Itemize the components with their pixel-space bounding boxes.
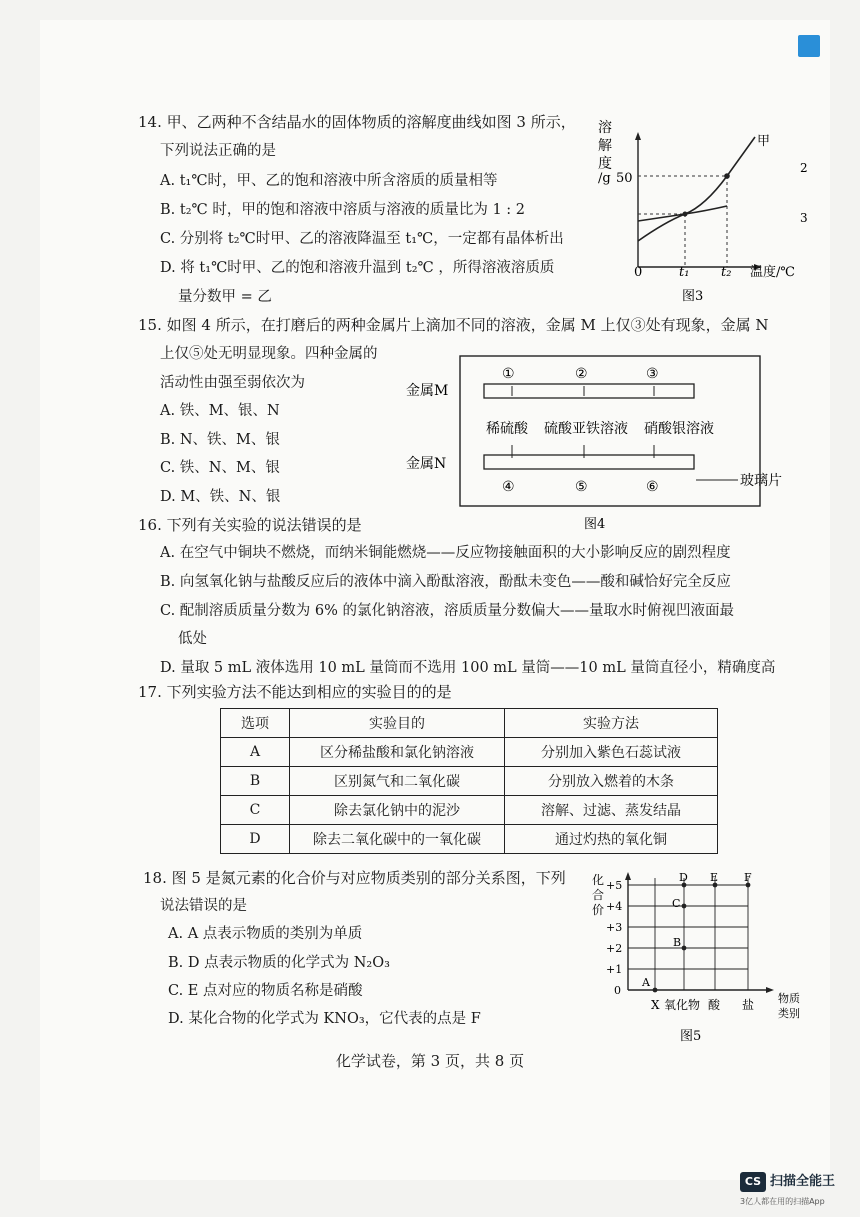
point-b xyxy=(682,946,687,951)
curve-jia xyxy=(638,137,755,241)
figure-3-solubility-chart xyxy=(590,110,815,305)
fig3-edge-2: 2 xyxy=(800,161,808,175)
camscanner-name: 扫描全能王 xyxy=(770,1174,836,1189)
table-row xyxy=(221,796,718,825)
fig5-xlabel-2: 类别 xyxy=(778,1007,800,1020)
camscanner-logo-icon: CS xyxy=(740,1172,766,1192)
table-header: 实验方法 xyxy=(505,709,718,738)
table-row xyxy=(221,825,718,854)
q18-option-b: B. D 点表示物质的化学式为 N₂O₃ xyxy=(168,955,390,971)
q15-stem-cont2: 活动性由强至弱依次为 xyxy=(160,375,305,391)
fig4-glass: 玻璃片 xyxy=(740,473,782,489)
figure-5-nitrogen-chart xyxy=(588,868,813,1050)
q14-option-c: C. 分别将 t₂℃时甲、乙的溶液降温至 t₁℃，一定都有晶体析出 xyxy=(160,231,564,247)
fig5-ytick: +4 xyxy=(606,900,623,913)
fig5-ytick: +3 xyxy=(606,921,623,934)
table-cell: B xyxy=(221,767,290,796)
q14-option-d: D. 将 t₁℃时甲、乙的饱和溶液升温到 t₂℃ ，所得溶液溶质质 xyxy=(160,260,555,276)
fig5-xlabel-1: 物质 xyxy=(778,992,800,1005)
fig4-metal-m: 金属M xyxy=(406,383,449,399)
page-footer: 化学试卷，第 3 页，共 8 页 xyxy=(335,1052,525,1070)
q18-option-a: A. A 点表示物质的类别为单质 xyxy=(168,926,363,942)
fig4-n5: ⑤ xyxy=(575,479,588,495)
q15-option-d: D. M、铁、N、银 xyxy=(160,489,281,505)
fig4-metal-n: 金属N xyxy=(406,456,447,472)
q15-stem-cont: 上仅⑤处无明显现象。四种金属的 xyxy=(160,346,378,362)
table-header: 实验目的 xyxy=(290,709,505,738)
table-cell: C xyxy=(221,796,290,825)
page-corner-tab xyxy=(798,35,820,57)
q14-option-b: B. t₂℃ 时，甲的饱和溶液中溶质与溶液的质量比为 1 : 2 xyxy=(160,202,526,218)
table-cell: D xyxy=(221,825,290,854)
q14-option-d-cont: 量分数甲 = 乙 xyxy=(178,289,272,305)
table-header: 选项 xyxy=(221,709,290,738)
fig5-ytick: +1 xyxy=(606,963,623,976)
point-c xyxy=(682,904,687,909)
table-cell: 分别加入紫色石蕊试液 xyxy=(505,738,718,767)
q16-option-c-cont: 低处 xyxy=(178,631,207,647)
fig3-edge-3: 3 xyxy=(800,211,808,225)
table-cell: 除去氯化钠中的泥沙 xyxy=(290,796,505,825)
fig4-n6: ⑥ xyxy=(646,479,659,495)
q15-stem: 15. 如图 4 所示，在打磨后的两种金属片上滴加不同的溶液，金属 M 上仅③处有现象，金属 N xyxy=(138,316,769,334)
fig4-sol-2: 硫酸亚铁溶液 xyxy=(544,421,628,437)
fig4-sol-3: 硝酸银溶液 xyxy=(644,421,714,437)
q14-option-a: A. t₁℃时，甲、乙的饱和溶液中所含溶质的质量相等 xyxy=(160,173,498,189)
q17-stem: 17. 下列实验方法不能达到相应的实验目的的是 xyxy=(138,683,452,701)
fig5-ylabel-2: 合 xyxy=(592,888,605,902)
fig3-origin: 0 xyxy=(634,265,643,280)
fig5-ytick: +2 xyxy=(606,942,623,955)
fig5-point-label: E xyxy=(710,871,719,884)
table-row xyxy=(221,738,718,767)
table-cell: A xyxy=(221,738,290,767)
q16-stem: 16. 下列有关实验的说法错误的是 xyxy=(138,516,362,534)
q16-option-a: A. 在空气中铜块不燃烧，而纳米铜能燃烧——反应物接触面积的大小影响反应的剧烈程度 xyxy=(160,545,731,561)
fig5-ylabel-3: 价 xyxy=(592,903,605,917)
fig5-ytick: 0 xyxy=(614,984,621,997)
fig3-t1: t₁ xyxy=(679,265,690,280)
point-a xyxy=(653,988,658,993)
fig3-ytick-50: 50 xyxy=(616,171,633,186)
table-cell: 区别氮气和二氧化碳 xyxy=(290,767,505,796)
fig4-n4: ④ xyxy=(502,479,515,495)
table-header-row xyxy=(221,709,718,738)
fig3-curve-label: 甲 xyxy=(757,134,771,149)
fig3-ylabel-unit: /g xyxy=(598,171,611,186)
fig3-ylabel-2: 解 xyxy=(598,138,612,154)
fig5-point-label: C xyxy=(672,897,681,910)
table-cell: 区分稀盐酸和氯化钠溶液 xyxy=(290,738,505,767)
q16-option-c: C. 配制溶质质量分数为 6% 的氯化钠溶液，溶质质量分数偏大——量取水时俯视凹液面最 xyxy=(160,603,735,619)
metal-m-plate xyxy=(484,384,694,398)
q14-stem: 14. 甲、乙两种不含结晶水的固体物质的溶解度曲线如图 3 所示， xyxy=(138,113,576,131)
fig4-caption: 图4 xyxy=(584,517,606,532)
fig3-xlabel: 温度/℃ xyxy=(750,265,795,280)
q16-option-d: D. 量取 5 mL 液体选用 10 mL 量筒而不选用 100 mL 量筒——10 mL 量筒直径小，精确度高 xyxy=(160,660,776,676)
table-cell: 溶解、过滤、蒸发结晶 xyxy=(505,796,718,825)
fig5-point-label: B xyxy=(673,936,682,949)
q18-stem: 18. 图 5 是氮元素的化合价与对应物质类别的部分关系图，下列 xyxy=(143,869,566,887)
fig5-ytick: +5 xyxy=(606,879,623,892)
fig5-point-label: D xyxy=(679,871,688,884)
fig5-point-label: F xyxy=(744,871,752,884)
camscanner-tagline: 3亿人都在用的扫描App xyxy=(740,1197,825,1206)
fig5-point-label: A xyxy=(642,976,650,989)
q17-table xyxy=(220,708,718,854)
q15-option-c: C. 铁、N、M、银 xyxy=(160,460,280,476)
q14-stem-cont: 下列说法正确的是 xyxy=(160,143,276,159)
table-row xyxy=(221,767,718,796)
fig3-t2: t₂ xyxy=(721,265,732,280)
q15-option-b: B. N、铁、M、银 xyxy=(160,432,280,448)
fig3-ylabel-3: 度 xyxy=(598,156,612,172)
fig5-caption: 图5 xyxy=(680,1029,702,1044)
q18-option-c: C. E 点对应的物质名称是硝酸 xyxy=(168,983,363,999)
fig5-xtick: 氧化物 xyxy=(664,998,701,1012)
table-cell: 除去二氧化碳中的一氧化碳 xyxy=(290,825,505,854)
q16-option-b: B. 向氢氧化钠与盐酸反应后的液体中滴入酚酞溶液，酚酞未变色——酸和碱恰好完全反应 xyxy=(160,574,731,590)
fig5-xtick: 酸 xyxy=(708,998,721,1012)
fig4-n2: ② xyxy=(575,366,588,382)
figure-4-metal-plates xyxy=(400,352,815,537)
fig5-xtick: X xyxy=(651,998,660,1012)
table-cell: 通过灼热的氧化铜 xyxy=(505,825,718,854)
fig4-sol-1: 稀硫酸 xyxy=(486,421,528,437)
metal-n-plate xyxy=(484,455,694,469)
q18-stem-cont: 说法错误的是 xyxy=(160,898,247,914)
fig4-n3: ③ xyxy=(646,366,659,382)
fig3-caption: 图3 xyxy=(682,289,704,304)
fig5-xtick: 盐 xyxy=(742,998,755,1012)
q15-option-a: A. 铁、M、银、N xyxy=(160,403,280,419)
fig5-ylabel-1: 化 xyxy=(592,873,605,887)
table-cell: 分别放入燃着的木条 xyxy=(505,767,718,796)
fig3-ylabel-1: 溶 xyxy=(598,120,612,136)
q18-option-d: D. 某化合物的化学式为 KNO₃，它代表的点是 F xyxy=(168,1011,481,1027)
fig4-n1: ① xyxy=(502,366,515,382)
